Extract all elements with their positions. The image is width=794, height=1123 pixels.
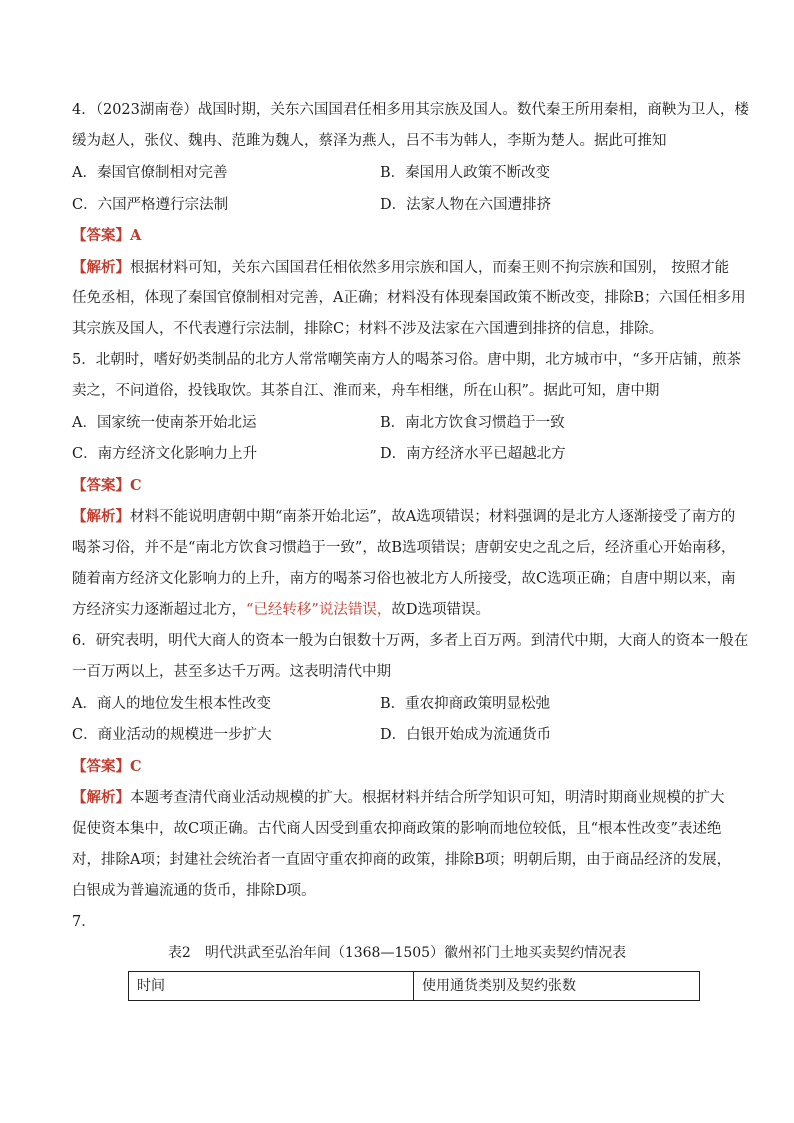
q5-option-a: A．国家统一使南茶开始北运 xyxy=(72,415,257,431)
q4-stem-line-2: 缓为赵人，张仪、魏冉、范雎为魏人，蔡泽为燕人，吕不韦为韩人，李斯为楚人。据此可推知 xyxy=(72,133,667,149)
table-caption: 表2 明代洪武至弘治年间（1368—1505）徽州祁门土地买卖契约情况表 xyxy=(167,945,627,961)
answer-tag: 【答案】 xyxy=(72,227,130,244)
analysis-tag: 【解析】 xyxy=(72,259,130,276)
analysis-text: 材料不能说明唐朝中期“南茶开始北运”，故A选项错误；材料强调的是北方人逐渐接受了南方的 xyxy=(130,509,736,525)
q6-option-a: A．商人的地位发生根本性改变 xyxy=(72,696,271,712)
answer-value: A xyxy=(130,227,142,244)
q6-analysis-line-4: 白银成为普遍流通的货币，排除D项。 xyxy=(72,883,316,899)
q6-stem-line-2: 一百万两以上，甚至多达千万两。这表明清代中期 xyxy=(72,664,391,680)
contract-table xyxy=(128,971,700,1001)
q5-option-b: B．南北方饮食习惯趋于一致 xyxy=(380,415,565,431)
q6-stem-line-1: 6．研究表明，明代大商人的资本一般为白银数十万两，多者上百万两。到清代中期，大商人的资本一般在 xyxy=(72,633,749,649)
q5-option-d: D．南方经济水平已超越北方 xyxy=(380,446,566,462)
table-header-time: 时间 xyxy=(129,972,414,1000)
table-header-currency: 使用通货类别及契约张数 xyxy=(422,978,576,994)
q5-answer xyxy=(72,476,142,496)
q6-analysis-line-1 xyxy=(72,788,725,808)
q4-option-a: A．秦国官僚制相对完善 xyxy=(72,165,228,181)
answer-value: C xyxy=(130,477,142,494)
q4-answer xyxy=(72,226,141,246)
analysis-tag: 【解析】 xyxy=(72,508,130,525)
q4-option-c: C．六国严格遵行宗法制 xyxy=(72,197,229,213)
answer-tag: 【答案】 xyxy=(72,758,130,775)
q5-analysis-line-3: 随着南方经济文化影响力的上升，南方的喝茶习俗也被北方人所接受，故C选项正确；自唐中期以来，南 xyxy=(72,571,736,587)
q6-option-b: B．重农抑商政策明显松弛 xyxy=(380,696,551,712)
q6-answer xyxy=(72,757,142,777)
q7-number: 7． xyxy=(72,914,96,930)
q4-option-d: D．法家人物在六国遭排挤 xyxy=(380,197,552,213)
analysis-tag: 【解析】 xyxy=(72,789,130,806)
q5-stem-line-2: 卖之，不问道俗，投钱取饮。其茶自江、淮而来，舟车相继，所在山积”。据此可知，唐中期 xyxy=(72,383,660,399)
q6-analysis-line-3: 对，排除A项；封建社会统治者一直固守重农抑商的政策，排除B项；明朝后期，由于商品经济的发展， xyxy=(72,852,732,868)
q6-option-d: D．白银开始成为流通货币 xyxy=(380,727,552,743)
q5-analysis-line-4 xyxy=(72,600,490,620)
q5-analysis-line-2: 喝茶习俗，并不是“南北方饮食习惯趋于一致”，故B选项错误；唐朝安史之乱之后，经济重心开始南移， xyxy=(72,540,736,556)
analysis-highlight: “已经转移”说法错误， xyxy=(246,602,392,618)
q6-analysis-line-2: 促使资本集中，故C项正确。古代商人因受到重农抑商政策的影响而地位较低，且“根本性改变”表述绝 xyxy=(72,821,722,837)
answer-value: C xyxy=(130,758,142,775)
q6-option-c: C．商业活动的规模进一步扩大 xyxy=(72,727,272,743)
q5-stem-line-1: 5．北朝时，嗜好奶类制品的北方人常常嘲笑南方人的喝茶习俗。唐中期，北方城市中，“多开店铺，煎茶 xyxy=(72,352,742,368)
q5-option-c: C．南方经济文化影响力上升 xyxy=(72,446,258,462)
analysis-text: 本题考查清代商业活动规模的扩大。根据材料并结合所学知识可知，明清时期商业规模的扩大 xyxy=(130,790,725,806)
analysis-text: 方经济实力逐渐超过北方， xyxy=(72,602,246,618)
analysis-text: 故D选项错误。 xyxy=(391,602,490,618)
q4-analysis-line-1 xyxy=(72,258,729,278)
analysis-text: 根据材料可知，关东六国国君任相依然多用宗族和国人，而秦王则不拘宗族和国别， 按照才能 xyxy=(130,260,730,276)
answer-tag: 【答案】 xyxy=(72,477,130,494)
q5-analysis-line-1 xyxy=(72,507,735,527)
q4-stem-line-1: 4．（2023湖南卷）战国时期，关东六国国君任相多用其宗族及国人。数代秦王所用秦相，商鞅为卫人，楼 xyxy=(72,102,749,118)
q4-analysis-line-3: 其宗族及国人，不代表遵行宗法制，排除C；材料不涉及法家在六国遭到排挤的信息，排除。 xyxy=(72,321,664,337)
q4-analysis-line-2: 任免丞相，体现了秦国官僚制相对完善，A正确；材料没有体现秦国政策不断改变，排除B；六国任相多用 xyxy=(72,290,746,306)
q4-option-b: B．秦国用人政策不断改变 xyxy=(380,165,551,181)
